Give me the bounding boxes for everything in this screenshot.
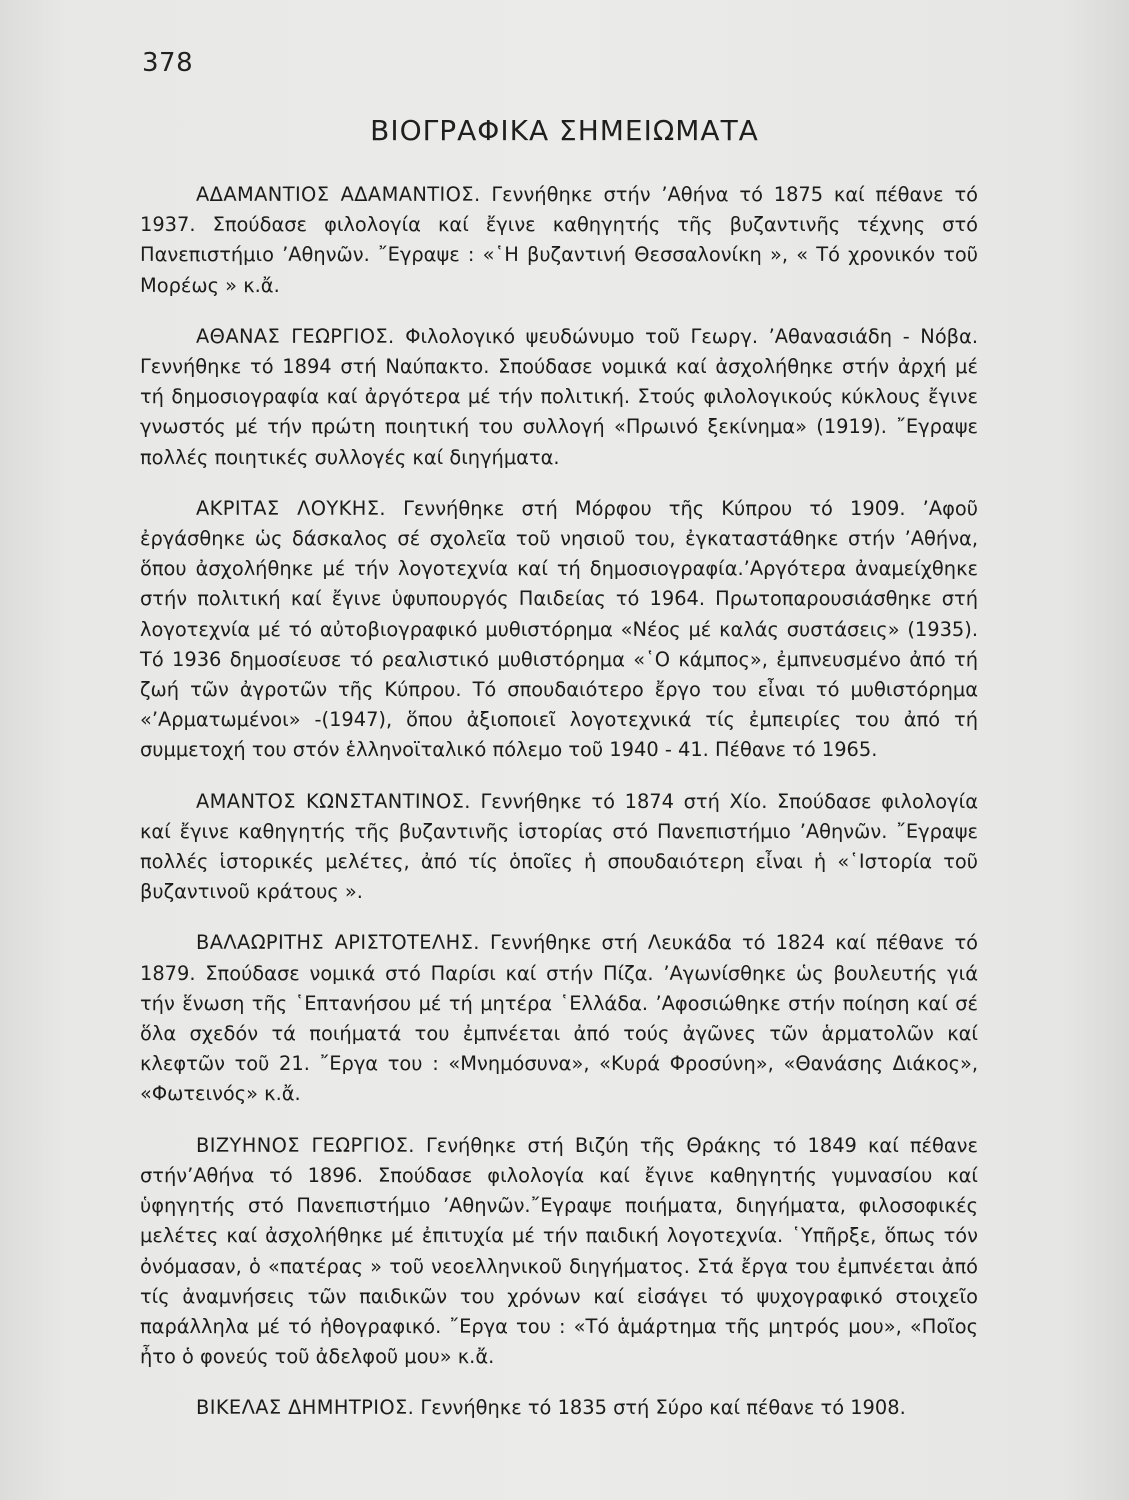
entry-text: Γεννήθηκε τό 1874 στή Χίο. Σπούδασε φιλολογία καί ἔγινε καθηγητής τῆς βυζαντινῆς ἱστορίας στό Πανεπιστήμιο ’Αθηνῶν. ῎Εγραψε πολλές ἱστορικές μελέτες, ἀπό τίς ὁποῖες ἡ σπουδαιότερη εἶναι ἡ «῾Ιστορία τοῦ βυζαντινοῦ κράτους ». [140,789,978,904]
entry-text: Φιλολογικό ψευδώνυμο τοῦ Γεωργ. ’Αθανασιάδη - Νόβα. Γεννήθηκε τό 1894 στή Ναύπακτο. Σπούδασε νομικά καί ἀσχολήθηκε στήν ἀρχή μέ τή δημοσιογραφία καί ἀργότερα μέ τήν πολιτική. Στούς φιλολογικούς κύκλους ἔγινε γνωστός μέ τήν πρώτη ποιητική του συλλογή «Πρωινό ξεκίνημα» (1919). ῎Εγραψε πολλές ποιητικές συλλογές καί διηγήματα. [140,324,978,469]
entry-name: ΑΔΑΜΑΝΤΙΟΣ ΑΔΑΜΑΝΤΙΟΣ. [196,183,481,206]
entry-text: Γεννήθηκε στή Μόρφου τῆς Κύπρου τό 1909. ’Αφοῦ ἐργάσθηκε ὡς δάσκαλος σέ σχολεῖα τοῦ νησιοῦ του, ἐγκαταστάθηκε στήν ’Αθήνα, ὅπου ἀσχολήθηκε μέ τήν λογοτεχνία καί τή δημοσιογραφία.’Αργότερα ἀναμείχθηκε στήν πολιτική καί ἔγινε ὑφυπουργός Παιδείας τό 1964. Πρωτοπαρουσιάσθηκε στή λογοτεχνία μέ τό αὐτοβιογραφικό μυθιστόρημα «Νέος μέ καλάς συστάσεις» (1935). Τό 1936 δημοσίευσε τό ρεαλιστικό μυθιστόρημα «῾Ο κάμπος», ἐμπνευσμένο ἀπό τή ζωή τῶν ἀγροτῶν τῆς Κύπρου. Τό σπουδαιότερο ἔργο του εἶναι τό μυθιστόρημα «’Αρματωμένοι» -(1947), ὅπου ἀξιοποιεῖ λογοτεχνικά τίς ἐμπειρίες του ἀπό τή συμμετοχή του στόν ἑλληνοϊταλικό πόλεμο τοῦ 1940 - 41. Πέθανε τό 1965. [140,496,978,762]
entry-name: ΒΑΛΑΩΡΙΤΗΣ ΑΡΙΣΤΟΤΕΛΗΣ. [196,931,480,955]
entry-name: ΑΘΑΝΑΣ ΓΕΩΡΓΙΟΣ. [196,324,395,348]
entry-name: ΒΙΚΕΛΑΣ ΔΗΜΗΤΡΙΟΣ. [196,1396,415,1420]
page-number: 378 [142,48,194,78]
entry-text: Γεννήθηκε τό 1835 στή Σύρο καί πέθανε τό 1908. [420,1396,906,1420]
entry-text: Γενήθηκε στή Βιζύη τῆς Θράκης τό 1849 καί πέθανε στήν’Αθήνα τό 1896. Σπούδασε φιλολογία καί ἔγινε καθηγητής γυμνασίου καί ὑφηγητής στό Πανεπιστήμιο ’Αθηνῶν.῎Εγραψε ποιήματα, διηγήματα, φιλοσοφικές μελέτες καί ἀσχολήθηκε μέ ἐπιτυχία μέ τήν παιδική λογοτεχνία. ῾Υπῆρξε, ὅπως τόν ὀνόμασαν, ὁ «πατέρας » τοῦ νεοελληνικοῦ διηγήματος. Στά ἔργα του ἐμπνέεται ἀπό τίς ἀναμνήσεις τῶν παιδικῶν του χρόνων καί εἰσάγει τό ψυχογραφικό στοιχεῖο παράλληλα μέ τό ἠθογραφικό. ῎Εργα του : «Τό ἁμάρτημα τῆς μητρός μου», «Ποῖος ἦτο ὁ φονεύς τοῦ ἀδελφοῦ μου» κ.ἄ. [140,1133,978,1369]
biography-entry-vikelas [140,1393,978,1423]
entry-text: Γεννήθηκε στή Λευκάδα τό 1824 καί πέθανε τό 1879. Σπούδασε νομικά στό Παρίσι καί στήν Πίζα. ’Αγωνίσθηκε ὡς βουλευτής γιά τήν ἕνωση τῆς ῾Επτανήσου μέ τή μητέρα ῾Ελλάδα. ’Αφοσιώθηκε στήν ποίηση καί σέ ὅλα σχεδόν τά ποιήματά του ἐμπνέεται ἀπό τούς ἀγῶνες τῶν ἁρματολῶν καί κλεφτῶν τοῦ 21. ῎Εργα του : «Μνημόσυνα», «Κυρά Φροσύνη», «Θανάσης Διάκος», «Φωτεινός» κ.ἄ. [140,931,979,1106]
biography-entry-amantos [140,787,978,908]
entry-text: Γεννήθηκε στήν ’Αθήνα τό 1875 καί πέθανε τό 1937. Σπούδασε φιλολογία καί ἔγινε καθηγητής τῆς βυζαντινῆς τέχνης στό Πανεπιστήμιο ’Αθηνῶν. ῎Εγραψε : «῾Η βυζαντινή Θεσσαλονίκη », « Τό χρονικόν τοῦ Μορέως » κ.ἄ. [140,183,978,297]
biography-entry-akritas [140,494,978,766]
page-title: ΒΙΟΓΡΑΦΙΚΑ ΣΗΜΕΙΩΜΑΤΑ [370,114,759,147]
entry-name: ΑΚΡΙΤΑΣ ΛΟΥΚΗΣ. [196,496,386,520]
biography-entry-athanas [140,322,978,473]
entry-name: ΒΙΖΥΗΝΟΣ ΓΕΩΡΓΙΟΣ. [196,1133,415,1157]
biography-list [140,180,978,1445]
biography-entry-valaoritis [140,928,978,1109]
entry-name: ΑΜΑΝΤΟΣ ΚΩΝΣΤΑΝΤΙΝΟΣ. [196,789,471,813]
biography-entry-vizyinos [140,1131,978,1373]
biography-entry-adamantios [140,180,978,301]
